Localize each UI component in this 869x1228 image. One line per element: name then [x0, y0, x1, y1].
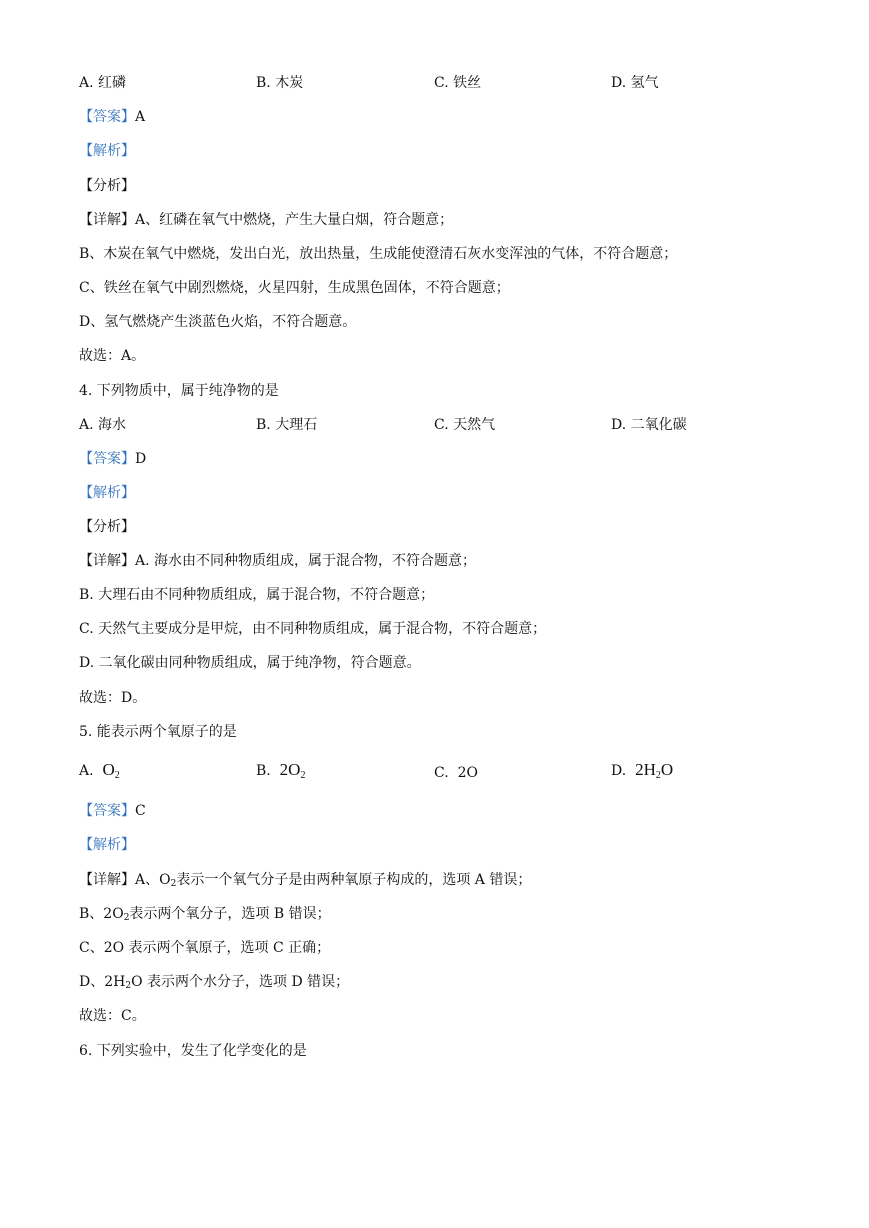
- q4-option-b: B. 大理石: [256, 417, 318, 433]
- q3-answer: [79, 107, 145, 127]
- detail-text: A. 海水由不同种物质组成，属于混合物，不符合题意；: [135, 553, 477, 569]
- detail-post: O 表示两个水分子，选项 D 错误；: [131, 974, 350, 990]
- q3-detail-3: C、铁丝在氧气中剧烈燃烧，火星四射，生成黑色固体，不符合题意；: [79, 280, 510, 296]
- detail-sub: 2: [125, 981, 132, 991]
- q5-conclusion: 故选：C。: [79, 1008, 146, 1024]
- q5-option-c: [434, 763, 478, 783]
- q5-detail-4: [79, 972, 349, 996]
- q5-detail-1: [79, 870, 531, 894]
- detail-sub: 2: [170, 879, 177, 889]
- q3-option-c: C. 铁丝: [434, 75, 482, 91]
- q5-answer: [79, 801, 146, 821]
- formula-sub: 2: [655, 770, 661, 781]
- formula-tail: O: [660, 760, 674, 779]
- q3-detail-2: B、木炭在氧气中燃烧，发出白光，放出热量，生成能使澄清石灰水变浑浊的气体，不符合题意；: [79, 246, 678, 262]
- answer-value: A: [135, 109, 146, 125]
- option-letter: D.: [611, 763, 627, 779]
- q5-detail-2: [79, 904, 331, 928]
- q5-jiexi-tag: 【解析】: [79, 837, 135, 853]
- answer-tag: 【答案】: [79, 109, 135, 125]
- detail-pre: A、O: [135, 872, 171, 888]
- q4-option-c: C. 天然气: [434, 417, 496, 433]
- q4-question: 4. 下列物质中，属于纯净物的是: [79, 383, 279, 399]
- q4-detail-2: B. 大理石由不同种物质组成，属于混合物，不符合题意；: [79, 587, 435, 603]
- option-letter: B.: [256, 763, 271, 779]
- q5-option-d: [611, 760, 673, 786]
- detail-tag: 【详解】: [79, 553, 135, 569]
- formula-2o: 2O: [457, 765, 478, 781]
- detail-post: 表示一个氧气分子是由两种氧原子构成的，选项 A 错误；: [176, 872, 532, 888]
- q3-detail-1: [79, 210, 453, 230]
- detail-pre: D、2H: [79, 974, 126, 990]
- q4-detail-1: [79, 551, 476, 571]
- detail-tag: 【详解】: [79, 872, 135, 888]
- q4-conclusion: 故选：D。: [79, 690, 147, 706]
- q5-detail-3: C、2O 表示两个氧原子，选项 C 正确；: [79, 940, 331, 956]
- q3-option-d: D. 氢气: [611, 75, 659, 91]
- detail-post: 表示两个氧分子，选项 B 错误；: [129, 906, 331, 922]
- q5-option-a: [79, 760, 120, 786]
- detail-tag: 【详解】: [79, 212, 135, 228]
- detail-sub: 2: [123, 913, 130, 923]
- formula-base: 2O: [279, 760, 301, 779]
- q4-detail-4: D. 二氧化碳由同种物质组成，属于纯净物，符合题意。: [79, 655, 421, 671]
- formula-sub: 2: [300, 770, 306, 781]
- q3-option-a: A. 红磷: [79, 75, 127, 91]
- q3-option-b: B. 木炭: [256, 75, 304, 91]
- detail-pre: B、2O: [79, 906, 124, 922]
- q4-fenxi-tag: 【分析】: [79, 519, 135, 535]
- option-letter: A.: [79, 763, 94, 779]
- q4-jiexi-tag: 【解析】: [79, 485, 135, 501]
- q5-option-b: [256, 760, 305, 786]
- formula-2h2o: [635, 760, 673, 779]
- formula-sub: 2: [114, 770, 120, 781]
- q4-option-a: A. 海水: [79, 417, 127, 433]
- q5-question: 5. 能表示两个氧原子的是: [79, 724, 237, 740]
- formula-o2: [102, 760, 119, 779]
- answer-value: C: [135, 803, 146, 819]
- answer-tag: 【答案】: [79, 803, 135, 819]
- formula-base: 2H: [635, 760, 656, 779]
- detail-text: A、红磷在氧气中燃烧，产生大量白烟，符合题意；: [135, 212, 454, 228]
- formula-base: O: [102, 760, 115, 779]
- q3-jiexi-tag: 【解析】: [79, 143, 135, 159]
- option-letter: C.: [434, 765, 449, 781]
- answer-tag: 【答案】: [79, 451, 135, 467]
- q4-detail-3: C. 天然气主要成分是甲烷，由不同种物质组成，属于混合物，不符合题意；: [79, 621, 547, 637]
- q4-answer: [79, 449, 146, 469]
- q3-conclusion: 故选：A。: [79, 348, 146, 364]
- q6-question: 6. 下列实验中，发生了化学变化的是: [79, 1043, 307, 1059]
- q3-fenxi-tag: 【分析】: [79, 178, 135, 194]
- q4-option-d: D. 二氧化碳: [611, 417, 687, 433]
- q3-detail-4: D、氢气燃烧产生淡蓝色火焰，不符合题意。: [79, 314, 357, 330]
- answer-value: D: [135, 451, 147, 467]
- formula-2o2: [280, 760, 306, 779]
